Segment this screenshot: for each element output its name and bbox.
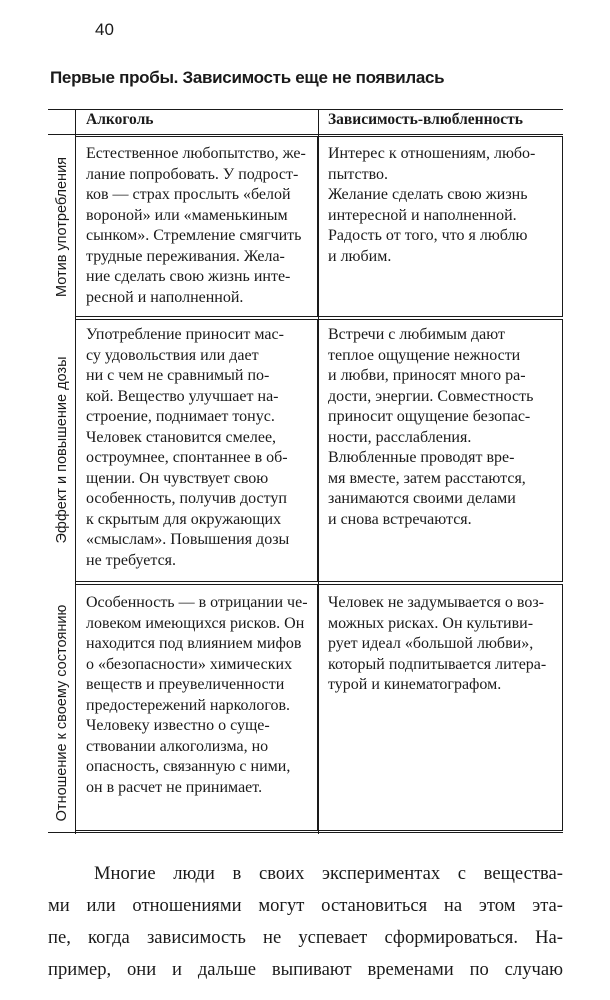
column-header-love: Зависимость-влюбленность bbox=[328, 111, 523, 128]
row-label-effect: Эффект и повышение дозы bbox=[54, 356, 70, 544]
table-top-rule bbox=[48, 109, 563, 110]
table-bottom-rule bbox=[48, 832, 563, 833]
cell-text-attitude-alcohol: Особенность — в отрицании че- ловеком имеющихся рисков. Он находится под влиянием мифов о «безопасности» химических веществ и преувеличенности предостережений наркологов. Человеку известно о суще- ствовании алкоголизма, но опасность, связанную с ними, он в расчет не принимает. bbox=[86, 594, 308, 796]
cell-text-motive-alcohol: Естественное любопытство, же- лание попробовать. У подрост- ков — страх прослыть «белой вороной» или «маменькиным сынком». Стремление смягчить трудные переживания. Жела- ние сделать свою жизнь инте- ресной и наполненной. bbox=[86, 145, 306, 306]
row-label-attitude: Отношение к своему состоянию bbox=[54, 604, 70, 822]
cell-text-effect-love: Встречи с любимым дают теплое ощущение нежности и любви, приносят много ра- дости, энергии. Совместность приносит ощущение безопас- ности, расслабления. Влюбленные проводят вре- мя вместе, затем расстаются, занимаются своими делами и снова встречаются. bbox=[328, 326, 534, 528]
cell-text-attitude-love: Человек не задумывается о воз- можных рисках. Он культиви- рует идеал «большой любви», который подпитывается литера- турой и кинематографом. bbox=[328, 594, 547, 693]
page-number: 40 bbox=[95, 20, 114, 39]
cell-text-effect-alcohol: Употребление приносит мас- су удовольствия или дает ни с чем не сравнимый по- кой. Вещество улучшает на- строение, поднимает тонус. Человек становится смелее, остроумнее, спонтаннее в об- щении. Он чувствует свою особенность, получив доступ к скрытым для окружающих «смыслам». Повышения дозы не требуется. bbox=[86, 326, 290, 569]
table-header-rule bbox=[48, 134, 563, 135]
row-label-motive: Мотив употребления bbox=[54, 156, 70, 298]
cell-text-motive-love: Интерес к отношениям, любо- пытство. Желание сделать свою жизнь интересной и наполненной. Радость от того, что я люблю и любим. bbox=[328, 145, 536, 265]
column-header-alcohol: Алкоголь bbox=[86, 111, 154, 128]
body-paragraph: Многие люди в своих экспериментах с вещества- ми или отношениями могут остановиться на этом эта- пе, когда зависимость не успевает сформироваться. На- пример, они и дальше выпивают временами по случаю bbox=[48, 863, 563, 980]
section-title: Первые пробы. Зависимость еще не появилась bbox=[50, 68, 445, 87]
